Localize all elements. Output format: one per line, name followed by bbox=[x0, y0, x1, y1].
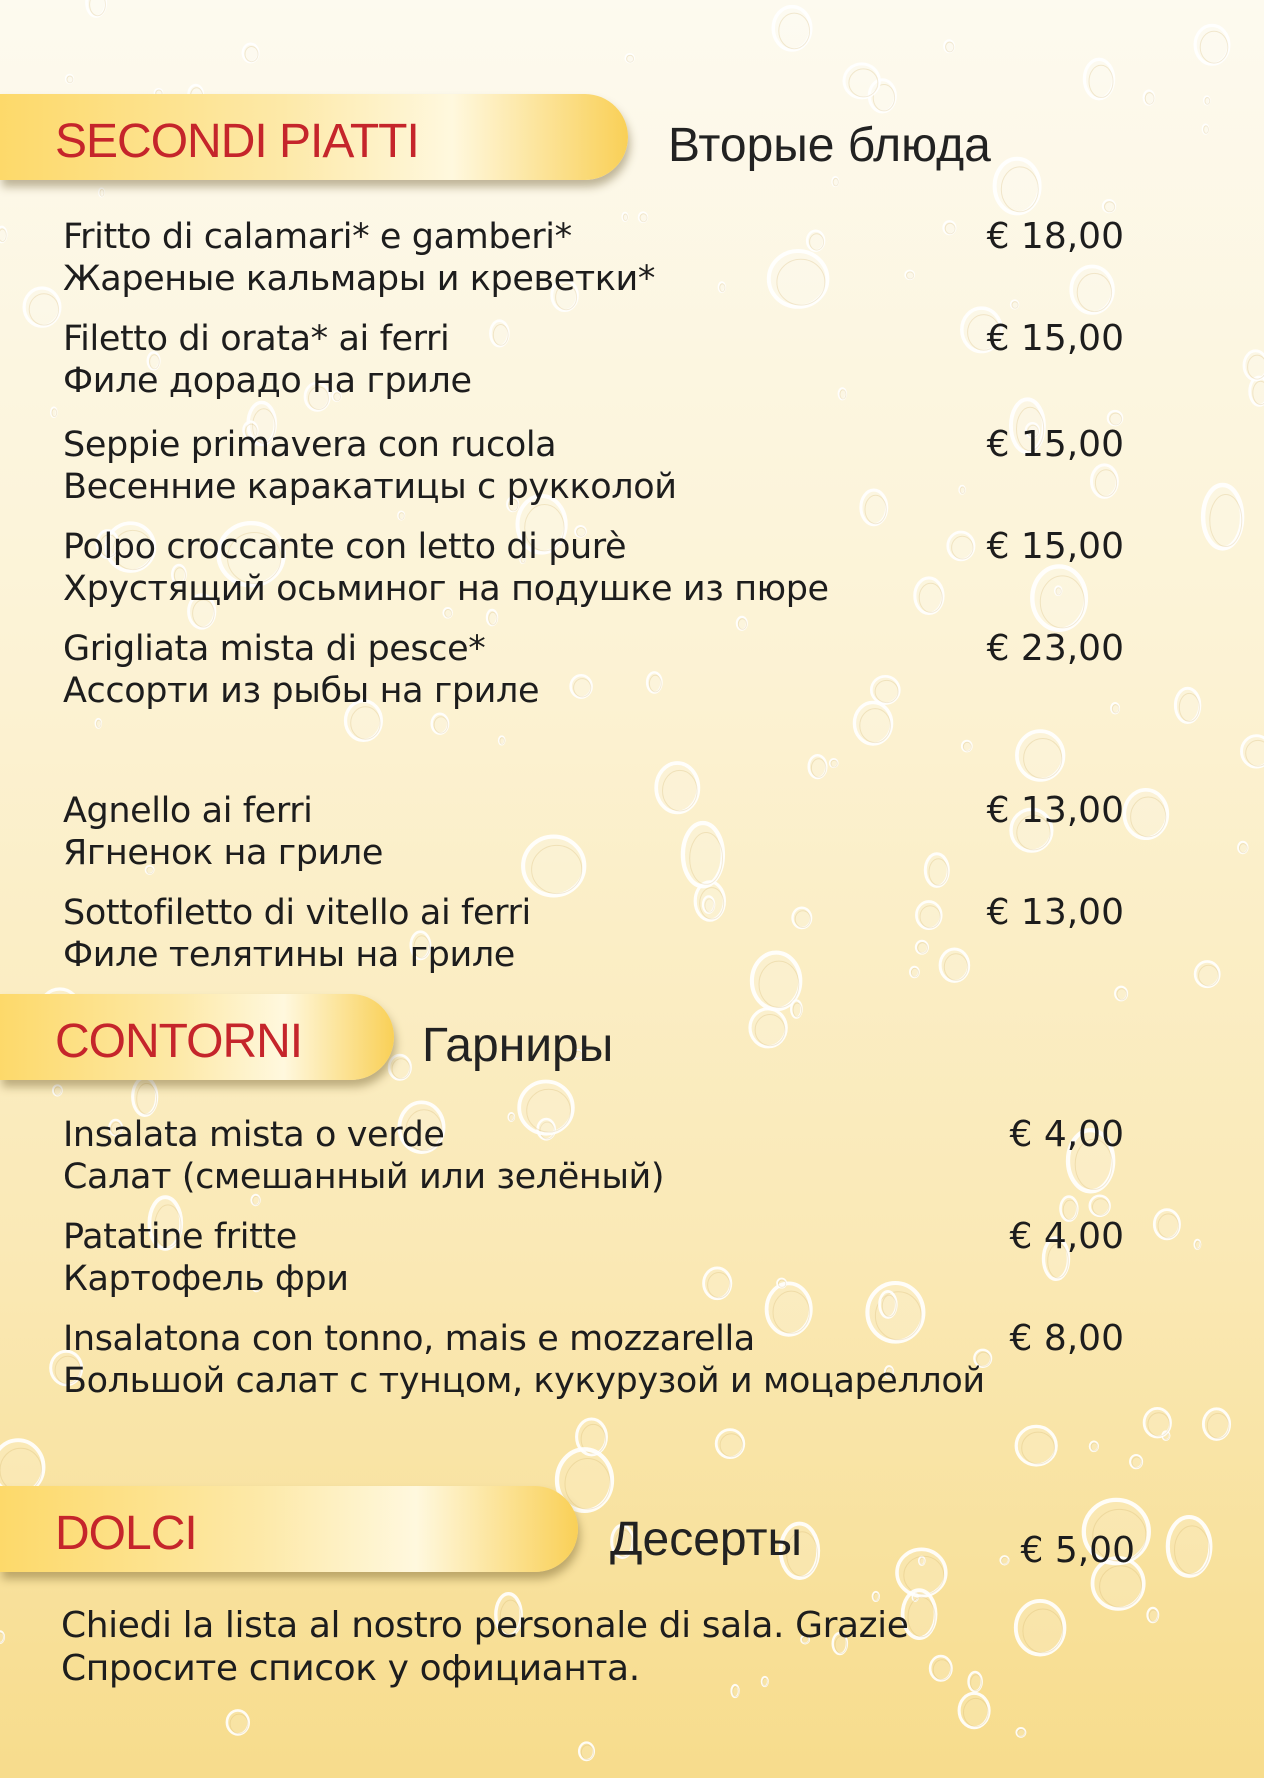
bubble bbox=[793, 908, 812, 928]
bubble bbox=[910, 967, 919, 977]
bubble bbox=[995, 159, 1040, 214]
bubble bbox=[737, 617, 747, 630]
bubble bbox=[432, 714, 448, 734]
bubble bbox=[499, 736, 505, 744]
menu-item bbox=[63, 790, 383, 874]
bubble bbox=[1204, 96, 1210, 104]
item-name-ru: Большой салат с тунцом, кукурузой и моцареллой bbox=[63, 1361, 985, 1401]
item-price: € 4,00 bbox=[1009, 1216, 1124, 1257]
bubble bbox=[398, 511, 404, 519]
bubble bbox=[807, 231, 824, 251]
bubble bbox=[940, 949, 969, 981]
bubble bbox=[832, 177, 838, 186]
section-banner-secondi bbox=[0, 94, 628, 180]
section-title-secondi: SECONDI PIATTI bbox=[55, 115, 419, 168]
bubble bbox=[880, 1291, 897, 1317]
item-name-it: Sottofiletto di vitello ai ferri bbox=[63, 893, 531, 933]
item-name-ru: Филе дорадо на гриле bbox=[63, 361, 472, 401]
item-name-it: Seppie primavera con rucola bbox=[63, 425, 557, 465]
section-title-ru-secondi: Вторые блюда bbox=[668, 119, 991, 172]
bubble bbox=[1144, 1408, 1170, 1437]
bubble bbox=[490, 321, 508, 346]
section-title-ru-contorni: Гарниры bbox=[422, 1019, 614, 1072]
bubble bbox=[1168, 1517, 1211, 1576]
note-it: Chiedi la lista al nostro personale di sala. Grazie bbox=[61, 1605, 909, 1646]
item-name-ru: Салат (смешанный или зелёный) bbox=[63, 1157, 665, 1197]
menu-item bbox=[63, 216, 655, 300]
bubble bbox=[625, 54, 634, 62]
bubble bbox=[930, 1656, 951, 1680]
bubble bbox=[716, 1430, 744, 1458]
bubble bbox=[1242, 736, 1264, 767]
bubble bbox=[571, 675, 592, 697]
bubble bbox=[1103, 200, 1115, 212]
item-name-ru: Весенние каракатицы с рукколой bbox=[63, 467, 677, 507]
menu-item bbox=[63, 424, 677, 508]
bubble bbox=[871, 676, 899, 703]
bubble bbox=[99, 188, 104, 196]
bubble bbox=[66, 75, 73, 83]
bubble bbox=[1017, 731, 1064, 780]
bubble bbox=[915, 578, 943, 614]
bubble bbox=[227, 1710, 249, 1734]
item-name-ru: Ягненок на гриле bbox=[63, 833, 383, 873]
bubble bbox=[830, 759, 838, 767]
dolci-note bbox=[61, 1604, 909, 1690]
bubble bbox=[1016, 1426, 1056, 1465]
bubble bbox=[905, 271, 914, 280]
bubble bbox=[1130, 1455, 1142, 1468]
item-name-it: Patatine fritte bbox=[63, 1217, 297, 1257]
bubble bbox=[1016, 1601, 1065, 1655]
bubble bbox=[96, 719, 102, 728]
bubble bbox=[1203, 1409, 1229, 1440]
bubble bbox=[133, 1078, 157, 1116]
bubble bbox=[1238, 842, 1247, 853]
item-name-it: Filetto di orata* ai ferri bbox=[63, 319, 450, 359]
bubble bbox=[24, 288, 60, 326]
item-name-it: Agnello ai ferri bbox=[63, 791, 313, 831]
bubble bbox=[773, 7, 811, 50]
menu-item bbox=[63, 1216, 349, 1300]
item-name-ru: Картофель фри bbox=[63, 1259, 349, 1299]
bubble bbox=[656, 763, 698, 812]
item-price: € 8,00 bbox=[1009, 1318, 1124, 1359]
bubble bbox=[87, 0, 106, 17]
item-price: € 23,00 bbox=[986, 628, 1124, 669]
section-banner-dolci bbox=[0, 1486, 578, 1572]
bubble bbox=[873, 1592, 879, 1601]
bubble bbox=[683, 823, 723, 886]
bubble bbox=[53, 1085, 62, 1095]
bubble bbox=[1011, 300, 1019, 308]
menu-item bbox=[63, 526, 829, 610]
bubble bbox=[969, 1672, 982, 1691]
bubble bbox=[1195, 25, 1229, 64]
bubble bbox=[1090, 1196, 1110, 1216]
item-name-ru: Хрустящий осьминог на подушке из пюре bbox=[63, 569, 829, 609]
bubble bbox=[0, 227, 6, 242]
bubble bbox=[1244, 351, 1264, 380]
bubble bbox=[769, 251, 828, 307]
bubble bbox=[962, 741, 972, 752]
bubble bbox=[925, 854, 948, 887]
menu-item bbox=[63, 318, 472, 402]
bubble bbox=[1203, 124, 1209, 133]
bubble bbox=[1195, 961, 1219, 986]
item-name-it: Insalata mista o verde bbox=[63, 1115, 445, 1155]
item-price: € 13,00 bbox=[986, 790, 1124, 831]
item-name-ru: Филе телятины на гриле bbox=[63, 935, 515, 975]
bubble bbox=[1016, 1728, 1025, 1737]
note-ru: Спросите список у официанта. bbox=[61, 1648, 640, 1689]
bubble bbox=[1154, 1210, 1179, 1239]
item-price: € 15,00 bbox=[986, 526, 1124, 567]
bubble bbox=[1111, 703, 1119, 713]
bubble bbox=[243, 44, 259, 63]
bubble bbox=[579, 1743, 594, 1761]
item-price: € 15,00 bbox=[986, 318, 1124, 359]
bubble bbox=[1032, 566, 1086, 629]
bubble bbox=[704, 1268, 731, 1299]
bubble bbox=[1203, 485, 1242, 548]
bubble bbox=[777, 1279, 786, 1288]
bubble bbox=[1092, 465, 1118, 497]
bubble bbox=[854, 702, 891, 744]
bubble bbox=[1175, 688, 1199, 722]
item-name-ru: Ассорти из рыбы на гриле bbox=[63, 671, 540, 711]
bubble bbox=[0, 1631, 4, 1643]
bubble bbox=[1115, 987, 1127, 1001]
bubble bbox=[750, 1009, 786, 1047]
section-title-ru-dolci: Десерты bbox=[610, 1513, 803, 1566]
item-name-ru: Жареные кальмары и креветки* bbox=[63, 259, 655, 299]
menu-item bbox=[63, 628, 539, 712]
item-price: € 15,00 bbox=[986, 424, 1124, 465]
bubble bbox=[1124, 790, 1167, 838]
bubble bbox=[487, 610, 497, 625]
item-price: € 18,00 bbox=[986, 216, 1124, 257]
bubble bbox=[719, 282, 725, 292]
menu-item bbox=[63, 1114, 664, 1198]
bubble bbox=[1090, 1441, 1098, 1451]
item-price: € 13,00 bbox=[986, 892, 1124, 933]
item-price: € 4,00 bbox=[1009, 1114, 1124, 1155]
bubble bbox=[1144, 91, 1155, 105]
dolci-price: € 5,00 bbox=[1020, 1530, 1135, 1571]
bubble bbox=[1194, 1240, 1200, 1249]
bubble bbox=[809, 755, 827, 778]
bubble bbox=[523, 837, 584, 896]
bubble bbox=[959, 1693, 989, 1727]
bubble bbox=[647, 672, 661, 692]
section-title-dolci: DOLCI bbox=[55, 1507, 197, 1560]
bubble bbox=[839, 388, 846, 399]
item-name-it: Fritto di calamari* e gamberi* bbox=[63, 217, 572, 257]
bubble bbox=[959, 486, 965, 494]
item-name-it: Insalatona con tonno, mais e mozzarella bbox=[63, 1319, 755, 1359]
bubble bbox=[1084, 59, 1113, 98]
menu-item bbox=[63, 892, 531, 976]
bubble bbox=[791, 1000, 801, 1017]
bubble bbox=[1071, 266, 1113, 313]
bubble bbox=[1147, 1608, 1158, 1622]
section-banner-contorni bbox=[0, 994, 394, 1080]
item-name-it: Grigliata mista di pesce* bbox=[63, 629, 486, 669]
bubble bbox=[389, 1055, 411, 1079]
item-name-it: Polpo croccante con letto di purè bbox=[63, 527, 627, 567]
bubble bbox=[944, 40, 954, 52]
bubble bbox=[861, 490, 887, 525]
bubble bbox=[916, 941, 928, 954]
section-title-contorni: CONTORNI bbox=[55, 1015, 303, 1068]
bubble bbox=[51, 407, 57, 417]
bubble bbox=[844, 64, 879, 98]
